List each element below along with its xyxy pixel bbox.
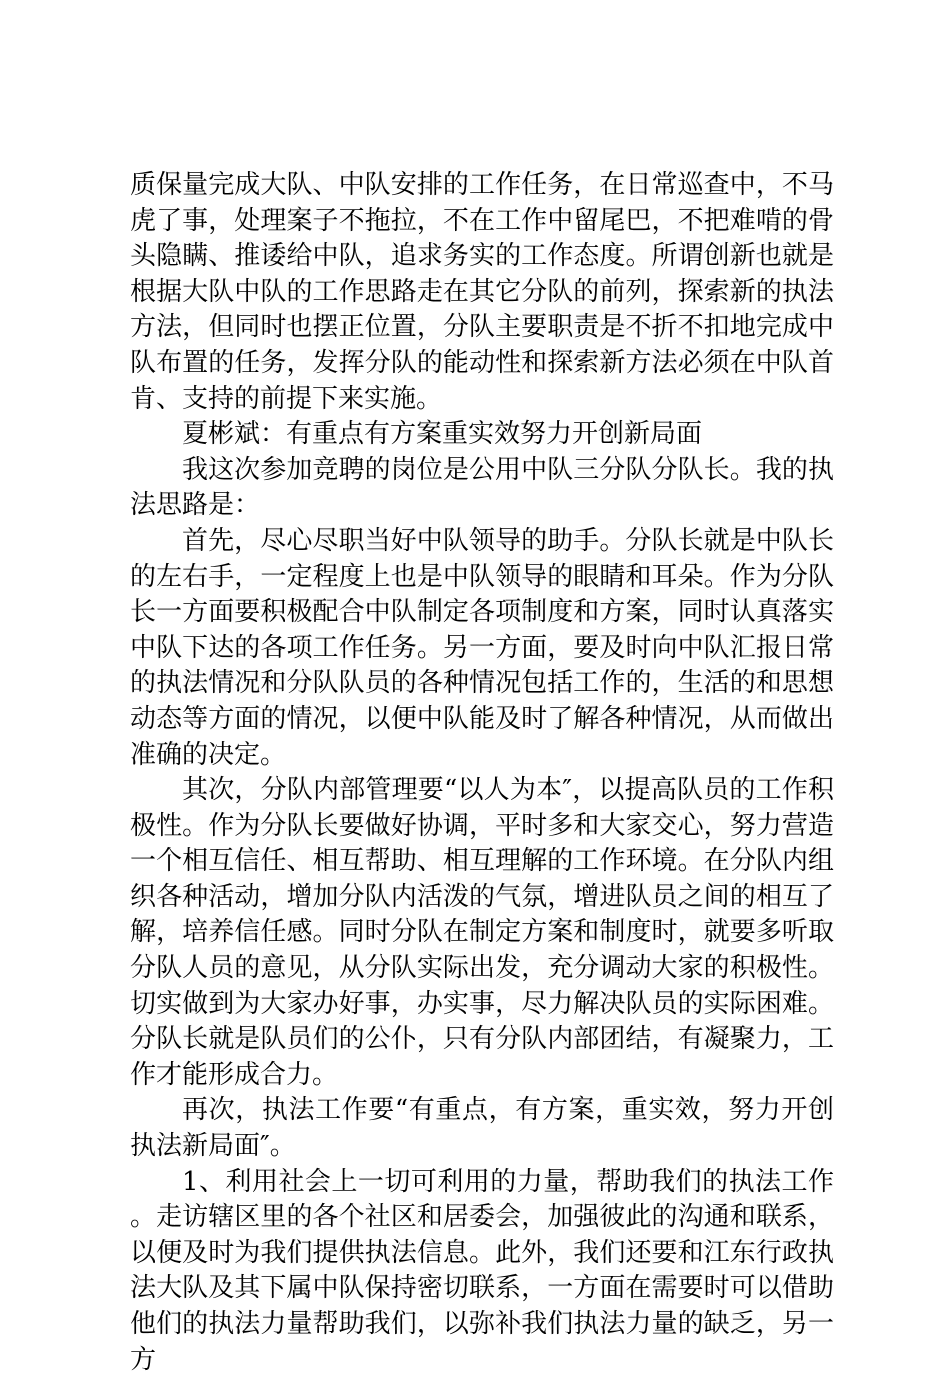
paragraph-5: 再次，执法工作要“有重点，有方案，重实效，努力开创执法新局面″。	[130, 1095, 834, 1162]
paragraph-2: 我这次参加竞聘的岗位是公用中队三分队分队长。我的执法思路是：	[130, 454, 834, 521]
paragraph-heading-xia-binbin: 夏彬斌：有重点有方案重实效努力开创新局面	[182, 419, 703, 450]
document-page	[130, 168, 834, 1378]
paragraph-1: 质保量完成大队、中队安排的工作任务，在日常巡查中，不马虎了事，处理案子不拖拉，不在工作中留尾巴，不把难啃的骨头隐瞒、推诿给中队，追求务实的工作态度。所谓创新也就是根据大队中队的工作思路走在其它分队的前列，探索新的执法方法，但同时也摆正位置，分队主要职责是不折不扣地完成中队布置的任务，发挥分队的能动性和探索新方法必须在中队首肯、支持的前提下来实施。	[130, 170, 834, 414]
paragraph-4: 其次，分队内部管理要“以人为本″，以提高队员的工作积极性。作为分队长要做好协调，平时多和大家交心，努力营造一个相互信任、相互帮助、相互理解的工作环境。在分队内组织各种活动，增加分队内活泼的气氛，增进队员之间的相互了解，培养信任感。同时分队在制定方案和制度时，就要多听取分队人员的意见，从分队实际出发，充分调动大家的积极性。切实做到为大家办好事，办实事，尽力解决队员的实际困难。分队长就是队员们的公仆，只有分队内部团结，有凝聚力，工作才能形成合力。	[130, 775, 834, 1090]
paragraph-3: 首先，尽心尽职当好中队领导的助手。分队长就是中队长的左右手，一定程度上也是中队领导的眼睛和耳朵。作为分队长一方面要积极配合中队制定各项制度和方案，同时认真落实中队下达的各项工作任务。另一方面，要及时向中队汇报日常的执法情况和分队队员的各种情况包括工作的，生活的和思想动态等方面的情况，以便中队能及时了解各种情况，从而做出准确的决定。	[130, 525, 834, 770]
paragraph-6: 1、利用社会上一切可利用的力量，帮助我们的执法工作。走访辖区里的各个社区和居委会，加强彼此的沟通和联系，以便及时为我们提供执法信息。此外，我们还要和江东行政执法大队及其下属中队保持密切联系，一方面在需要时可以借助他们的执法力量帮助我们，以弥补我们执法力量的缺乏，另一方	[130, 1166, 834, 1375]
